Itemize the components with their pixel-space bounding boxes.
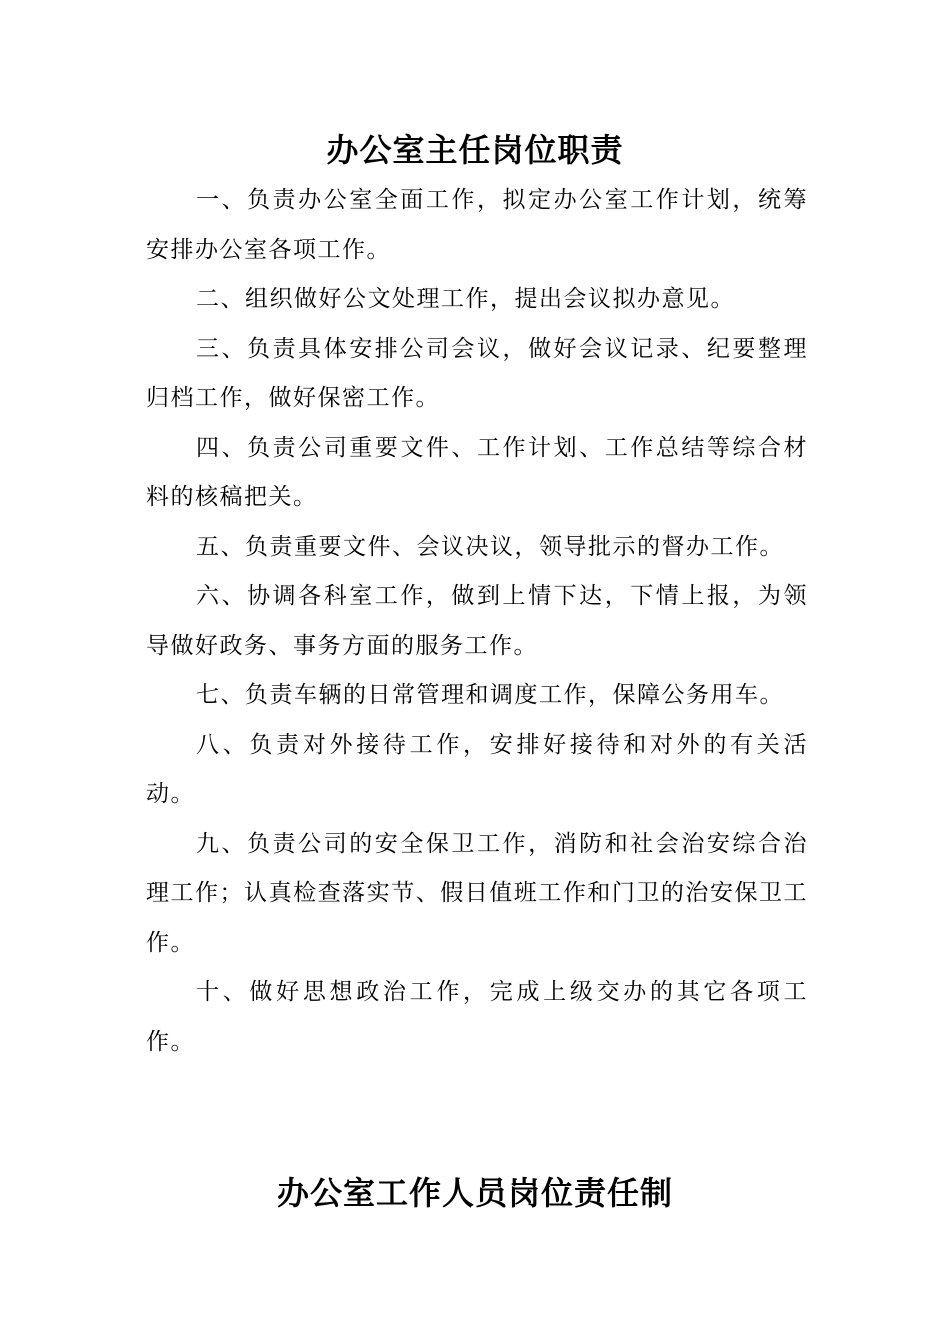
duty-item-5: 五、负责重要文件、会议决议，领导批示的督办工作。 xyxy=(196,533,784,560)
document-title: 办公室主任岗位职责 xyxy=(326,131,624,169)
duty-item-9: 九、负责公司的安全保卫工作，消防和社会治安综合治理工作；认真检查落实节、假日值班工作和门卫的治安保卫工作。 xyxy=(146,830,808,956)
duty-item-1: 一、负责办公室全面工作，拟定办公室工作计划，统筹安排办公室各项工作。 xyxy=(146,187,808,263)
duty-item-10: 十、做好思想政治工作，完成上级交办的其它各项工作。 xyxy=(146,979,808,1055)
duty-item-6: 六、协调各科室工作，做到上情下达，下情上报，为领导做好政务、事务方面的服务工作。 xyxy=(146,583,808,659)
duty-item-2: 二、组织做好公文处理工作，提出会议拟办意见。 xyxy=(196,286,735,312)
duties-list xyxy=(146,176,808,1067)
duty-item-8: 八、负责对外接待工作，安排好接待和对外的有关活动。 xyxy=(146,731,808,807)
duty-item-3: 三、负责具体安排公司会议，做好会议记录、纪要整理归档工作，做好保密工作。 xyxy=(146,335,808,411)
duty-item-7: 七、负责车辆的日常管理和调度工作，保障公务用车。 xyxy=(196,682,784,708)
duty-item-4: 四、负责公司重要文件、工作计划、工作总结等综合材料的核稿把关。 xyxy=(146,434,808,510)
second-section-title: 办公室工作人员岗位责任制 xyxy=(276,1174,673,1212)
